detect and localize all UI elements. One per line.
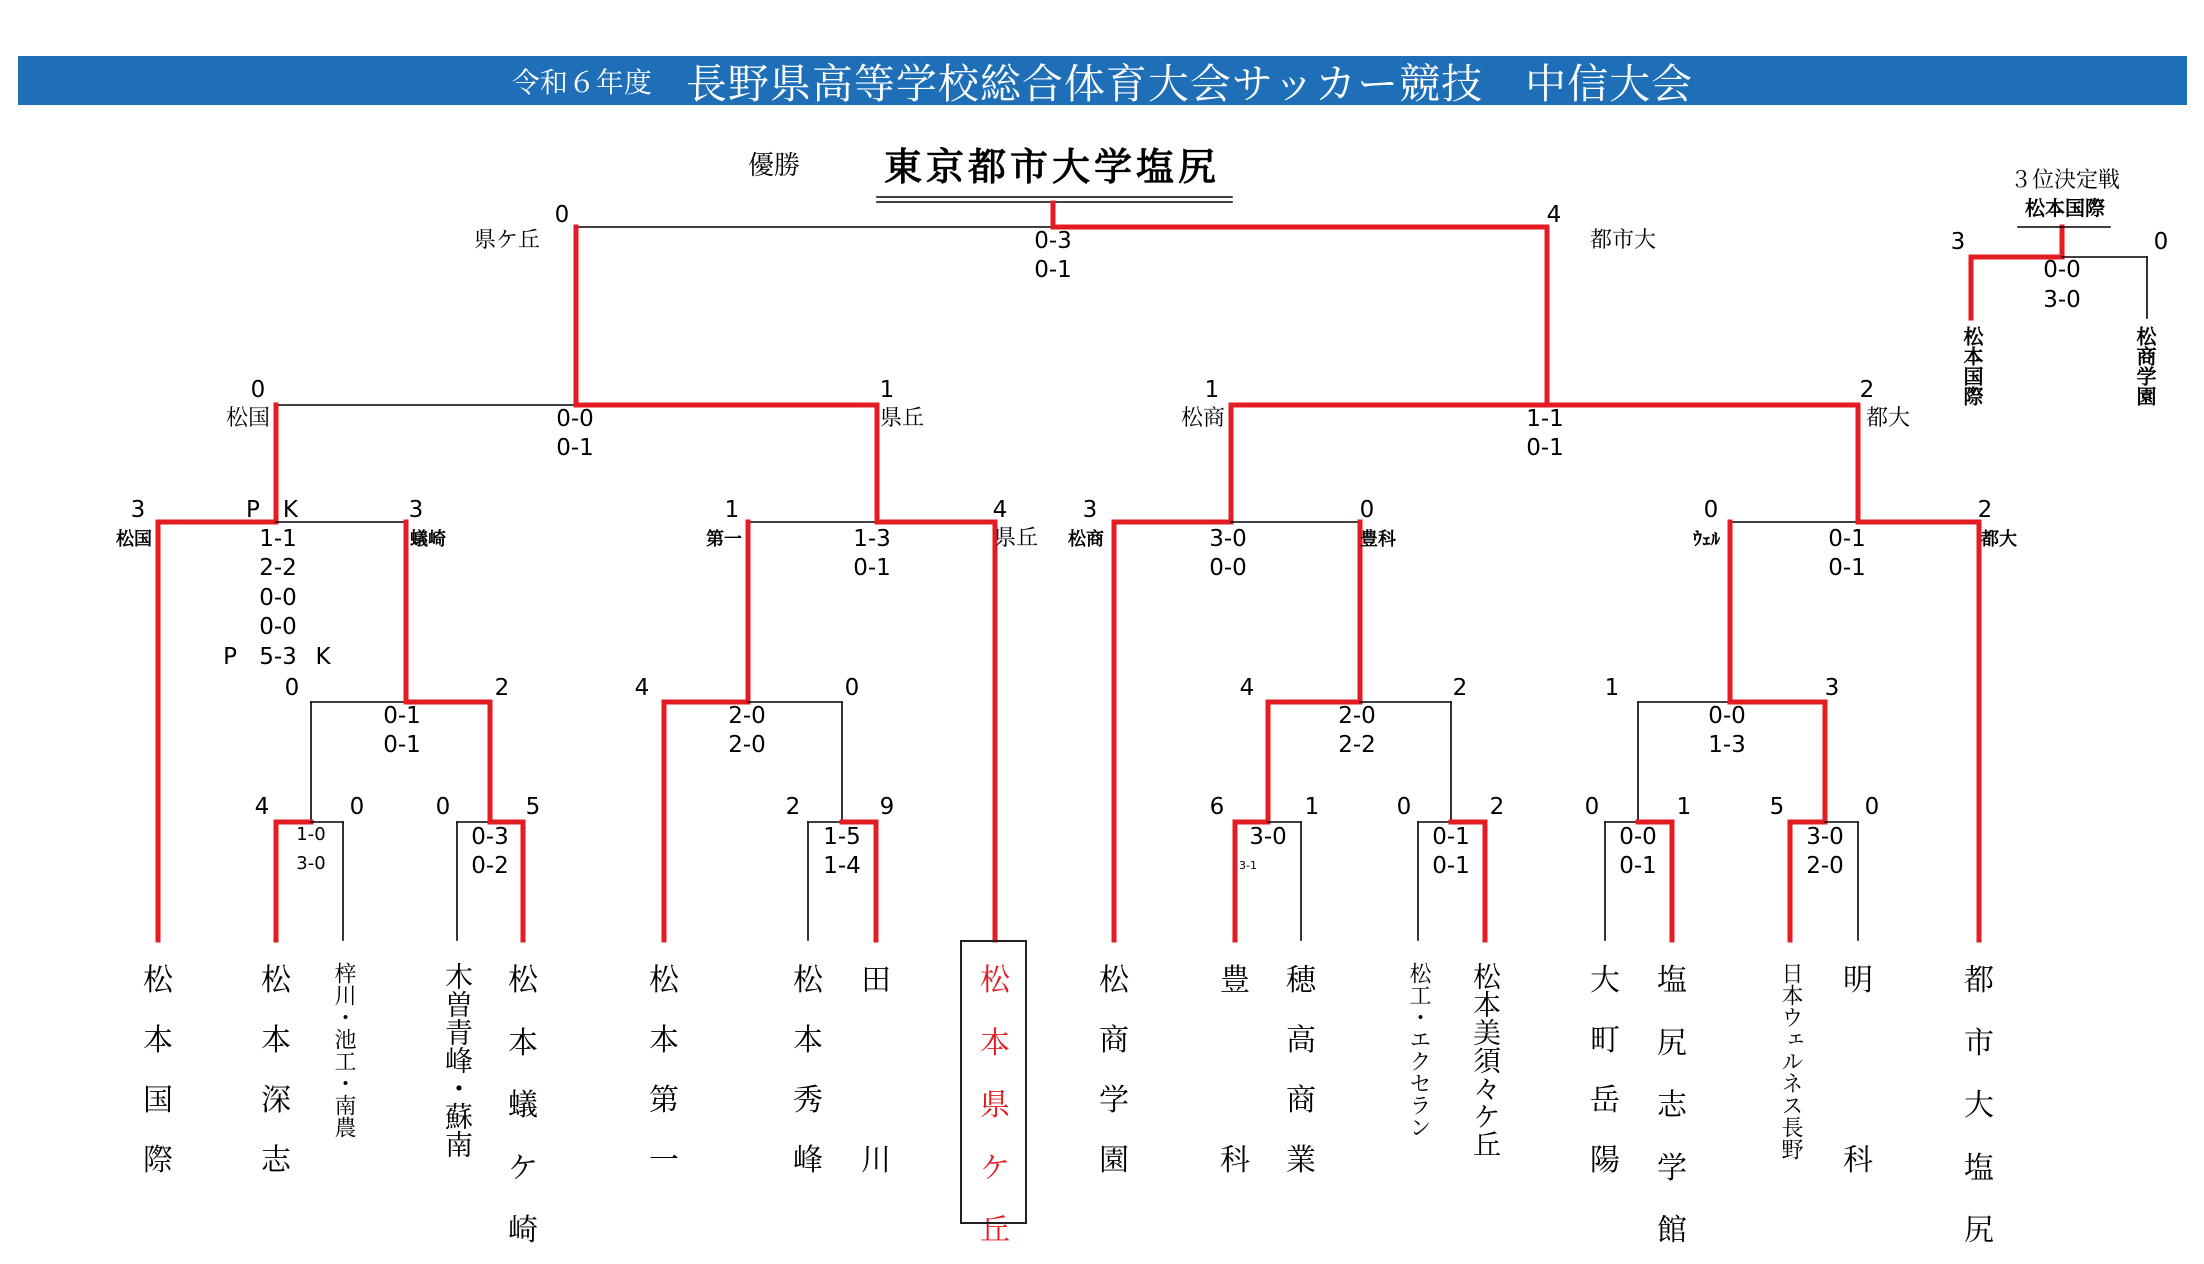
sf2-half-1: 1-1 (1526, 406, 1564, 432)
team-name-char: 科 (1843, 1143, 1873, 1178)
team-name-text: 日本ウェルネス長野 (1778, 962, 1803, 1160)
sf2-right-team: 都大 (1866, 406, 1911, 431)
team-name-char: 尻 (1964, 1213, 1994, 1248)
r2-3-left-score: 2 (785, 794, 801, 820)
team-name-char: 本 (508, 1025, 538, 1061)
qf3-right-team: 豊科 (1360, 529, 1396, 550)
qf1-pk-p: P (223, 644, 237, 670)
r3-4-half-2: 1-3 (1708, 732, 1746, 758)
third-place-winner: 松本国際 (2025, 196, 2105, 220)
qf1-left-score: 3 (130, 497, 146, 523)
champion-label: 優勝 (748, 151, 801, 181)
r2-3-right-score: 9 (879, 794, 895, 820)
team-name-char: 本 (143, 1023, 173, 1058)
team-name (1407, 962, 1429, 1138)
team-name-char: 岳 (1590, 1083, 1620, 1118)
sf1-half-1: 0-0 (556, 406, 594, 432)
r2-7-half-1: 3-0 (1806, 824, 1844, 850)
r3-2-half-2: 2-0 (728, 732, 766, 758)
team-name-char: 際 (143, 1143, 173, 1178)
qf1-pk-k: K (315, 644, 331, 670)
final-half-1: 0-3 (1034, 228, 1072, 254)
qf1-right-team: 蟻崎 (410, 529, 446, 550)
team-name-char: 科 (1220, 1143, 1250, 1178)
team-name-text: 木曽青峰・蘇南 (441, 962, 474, 1158)
r2-5-left-score: 0 (1396, 794, 1412, 820)
team-name-char: 松 (143, 963, 173, 998)
r2-2-left-score: 0 (435, 794, 451, 820)
team-name-char: 一 (649, 1143, 679, 1178)
sf1-right-team: 県丘 (880, 406, 925, 431)
qf1-pk-score: 5-3 (259, 644, 297, 670)
qf3-half-2: 0-0 (1209, 555, 1247, 581)
r3-3-half-1: 2-0 (1338, 703, 1376, 729)
r3-4-half-1: 0-0 (1708, 703, 1746, 729)
r2-1-left-score: 4 (254, 794, 270, 820)
qf4-right-score: 2 (1977, 497, 1993, 523)
qf3-right-score: 0 (1359, 497, 1375, 523)
team-name (1099, 963, 1129, 1178)
team-name (861, 963, 891, 1178)
r3-1-half-2: 0-1 (383, 732, 421, 758)
qf3-left-score: 3 (1082, 497, 1098, 523)
qf1-pk-label: P K (246, 497, 298, 523)
r2-4-left-score: 6 (1209, 794, 1225, 820)
team-name-char: 穂 (1286, 963, 1316, 998)
team-name (1469, 962, 1502, 1158)
r3-2-right-score: 0 (844, 675, 860, 701)
sf1-right-score: 1 (879, 377, 895, 403)
team-name-char: 丘 (980, 1213, 1010, 1248)
r2-3-half-1: 1-5 (823, 824, 861, 850)
qf4-left-team: ｳｪﾙ (1693, 529, 1720, 550)
team-name (261, 963, 291, 1178)
qf1-half-2: 2-2 (259, 555, 297, 581)
r2-4-half-2: 3-1 (1239, 859, 1257, 872)
third-left-score: 3 (1950, 229, 1966, 255)
qf1-right-score: 3 (408, 497, 424, 523)
team-name-char: 松 (508, 963, 538, 998)
r3-4-left-score: 1 (1604, 675, 1620, 701)
qf1-left-team: 松国 (116, 529, 152, 550)
team-name-char: 町 (1590, 1023, 1620, 1058)
team-name-char: 尻 (1657, 1025, 1687, 1061)
highlight-box (960, 940, 1027, 1224)
team-name-char (871, 1086, 881, 1116)
final-left-team: 県ケ丘 (473, 228, 540, 253)
r3-2-left-score: 4 (634, 675, 650, 701)
team-name-char (871, 1026, 881, 1056)
qf2-half-2: 0-1 (853, 555, 891, 581)
team-name-char: 塩 (1657, 963, 1687, 998)
r3-3-right-score: 2 (1452, 675, 1468, 701)
r2-7-right-score: 0 (1864, 794, 1880, 820)
team-name (1964, 963, 1994, 1248)
sf2-half-2: 0-1 (1526, 435, 1564, 461)
team-name (508, 963, 538, 1248)
team-name-char: 本 (261, 1023, 291, 1058)
team-name (1779, 962, 1801, 1160)
team-name (332, 962, 354, 1138)
team-name-text: 松工・エクセラン (1406, 962, 1431, 1138)
team-name-char: 崎 (508, 1213, 538, 1248)
team-name-char: 市 (1964, 1025, 1994, 1061)
r2-1-half-2: 3-0 (296, 853, 326, 874)
sf2-left-score: 1 (1204, 377, 1220, 403)
final-left-score: 0 (554, 202, 570, 228)
final-right-team: 都市大 (1590, 228, 1657, 253)
team-name-char: 園 (1099, 1143, 1129, 1178)
team-name-char: 松 (1099, 963, 1129, 998)
team-name-char: 業 (1286, 1143, 1316, 1178)
team-name-char: 本 (649, 1023, 679, 1058)
team-name-char: 松 (793, 963, 823, 998)
r2-5-half-2: 0-1 (1432, 853, 1470, 879)
team-name-char (1853, 1086, 1863, 1116)
final-half-2: 0-1 (1034, 257, 1072, 283)
r2-3-half-2: 1-4 (823, 853, 861, 879)
qf2-right-score: 4 (992, 497, 1008, 523)
team-name-char: 学 (1099, 1083, 1129, 1118)
sf2-left-team: 松商 (1180, 406, 1225, 431)
team-name (649, 963, 679, 1178)
qf1-half-4: 0-0 (259, 614, 297, 640)
team-name-char: ケ (508, 1150, 538, 1186)
sf1-left-team: 松国 (225, 406, 270, 431)
third-team-right: 松商学園 (2133, 326, 2157, 406)
tournament-title: 長野県高等学校総合体育大会サッカー競技 中信大会 (685, 60, 1694, 108)
r2-7-left-score: 5 (1769, 794, 1785, 820)
team-name-char: 秀 (793, 1083, 823, 1118)
third-half-1: 0-0 (2043, 257, 2081, 283)
r3-3-left-score: 4 (1239, 675, 1255, 701)
team-name-char: 川 (861, 1143, 891, 1178)
team-name-char: 都 (1964, 963, 1994, 998)
team-name (1286, 963, 1316, 1178)
team-name-char: 峰 (793, 1143, 823, 1178)
team-name-char: 松 (261, 963, 291, 998)
champion-name: 東京都市大学塩尻 (883, 144, 1221, 189)
qf4-right-team: 都大 (1981, 529, 2017, 550)
team-name-char: 大 (1964, 1088, 1994, 1123)
team-name-char: 国 (143, 1083, 173, 1118)
team-name-char: 蟻 (508, 1088, 538, 1123)
r2-4-half-1: 3-0 (1249, 824, 1287, 850)
qf2-left-score: 1 (724, 497, 740, 523)
team-name (793, 963, 823, 1178)
team-name-char: 松 (980, 963, 1010, 998)
r3-3-half-2: 2-2 (1338, 732, 1376, 758)
team-name-text: 松本美須々ケ丘 (1469, 962, 1502, 1158)
tournament-year: 令和６年度 (511, 65, 652, 99)
qf3-left-team: 松商 (1068, 529, 1104, 550)
r2-2-right-score: 5 (525, 794, 541, 820)
team-name-char: 志 (261, 1143, 291, 1178)
sf1-left-score: 0 (250, 377, 266, 403)
qf2-left-team: 第一 (706, 529, 742, 550)
team-name (1220, 963, 1250, 1178)
third-half-2: 3-0 (2043, 287, 2081, 313)
team-name-char: 豊 (1220, 963, 1250, 998)
team-name-char: 松 (649, 963, 679, 998)
team-name-char: 館 (1657, 1213, 1687, 1248)
team-name-char: 学 (1657, 1150, 1687, 1186)
third-right-score: 0 (2153, 229, 2169, 255)
team-name-char: 田 (861, 963, 891, 998)
team-name (1657, 963, 1687, 1248)
r2-6-right-score: 1 (1676, 794, 1692, 820)
team-name-char (1230, 1086, 1240, 1116)
team-name-char: 本 (980, 1025, 1010, 1061)
team-name-char (1230, 1026, 1240, 1056)
team-name-char: 明 (1843, 963, 1873, 998)
qf4-half-1: 0-1 (1828, 526, 1866, 552)
team-name-char: 第 (649, 1083, 679, 1118)
r2-2-half-2: 0-2 (471, 853, 509, 879)
final-right-score: 4 (1546, 202, 1562, 228)
team-name (1590, 963, 1620, 1178)
third-team-left: 松本国際 (1960, 326, 1984, 406)
team-name (1843, 963, 1873, 1178)
qf4-left-score: 0 (1703, 497, 1719, 523)
qf2-half-1: 1-3 (853, 526, 891, 552)
r2-2-half-1: 0-3 (471, 824, 509, 850)
team-name-char: 大 (1590, 963, 1620, 998)
r2-1-half-1: 1-0 (296, 824, 326, 845)
r2-4-right-score: 1 (1304, 794, 1320, 820)
qf1-half-3: 0-0 (259, 585, 297, 611)
sf1-half-2: 0-1 (556, 435, 594, 461)
team-name-char: 商 (1286, 1083, 1316, 1118)
team-name (143, 963, 173, 1178)
qf2-right-team: 県丘 (994, 526, 1039, 551)
r2-1-right-score: 0 (349, 794, 365, 820)
team-name-char: ケ (980, 1150, 1010, 1186)
team-name-char: 県 (980, 1088, 1010, 1123)
team-name-char: 高 (1286, 1023, 1316, 1058)
r3-1-half-1: 0-1 (383, 703, 421, 729)
team-name (441, 962, 474, 1158)
r3-1-left-score: 0 (284, 675, 300, 701)
r3-2-half-1: 2-0 (728, 703, 766, 729)
qf4-half-2: 0-1 (1828, 555, 1866, 581)
team-name-char: 塩 (1964, 1150, 1994, 1186)
sf2-right-score: 2 (1859, 377, 1875, 403)
qf1-half-1: 1-1 (259, 526, 297, 552)
team-name-char (1853, 1026, 1863, 1056)
team-name-char: 陽 (1590, 1143, 1620, 1178)
team-name-char: 志 (1657, 1088, 1687, 1123)
team-name-char: 本 (793, 1023, 823, 1058)
r2-6-half-2: 0-1 (1619, 853, 1657, 879)
r2-5-half-1: 0-1 (1432, 824, 1470, 850)
qf3-half-1: 3-0 (1209, 526, 1247, 552)
team-name-text: 梓川・池工・南農 (331, 962, 356, 1138)
team-name-char: 深 (261, 1083, 291, 1118)
r2-5-right-score: 2 (1489, 794, 1505, 820)
r3-1-right-score: 2 (494, 675, 510, 701)
r2-6-left-score: 0 (1584, 794, 1600, 820)
team-name-char: 商 (1099, 1023, 1129, 1058)
r2-6-half-1: 0-0 (1619, 824, 1657, 850)
third-place-label: ３位決定戦 (2009, 168, 2121, 193)
r3-4-right-score: 3 (1824, 675, 1840, 701)
r2-7-half-2: 2-0 (1806, 853, 1844, 879)
